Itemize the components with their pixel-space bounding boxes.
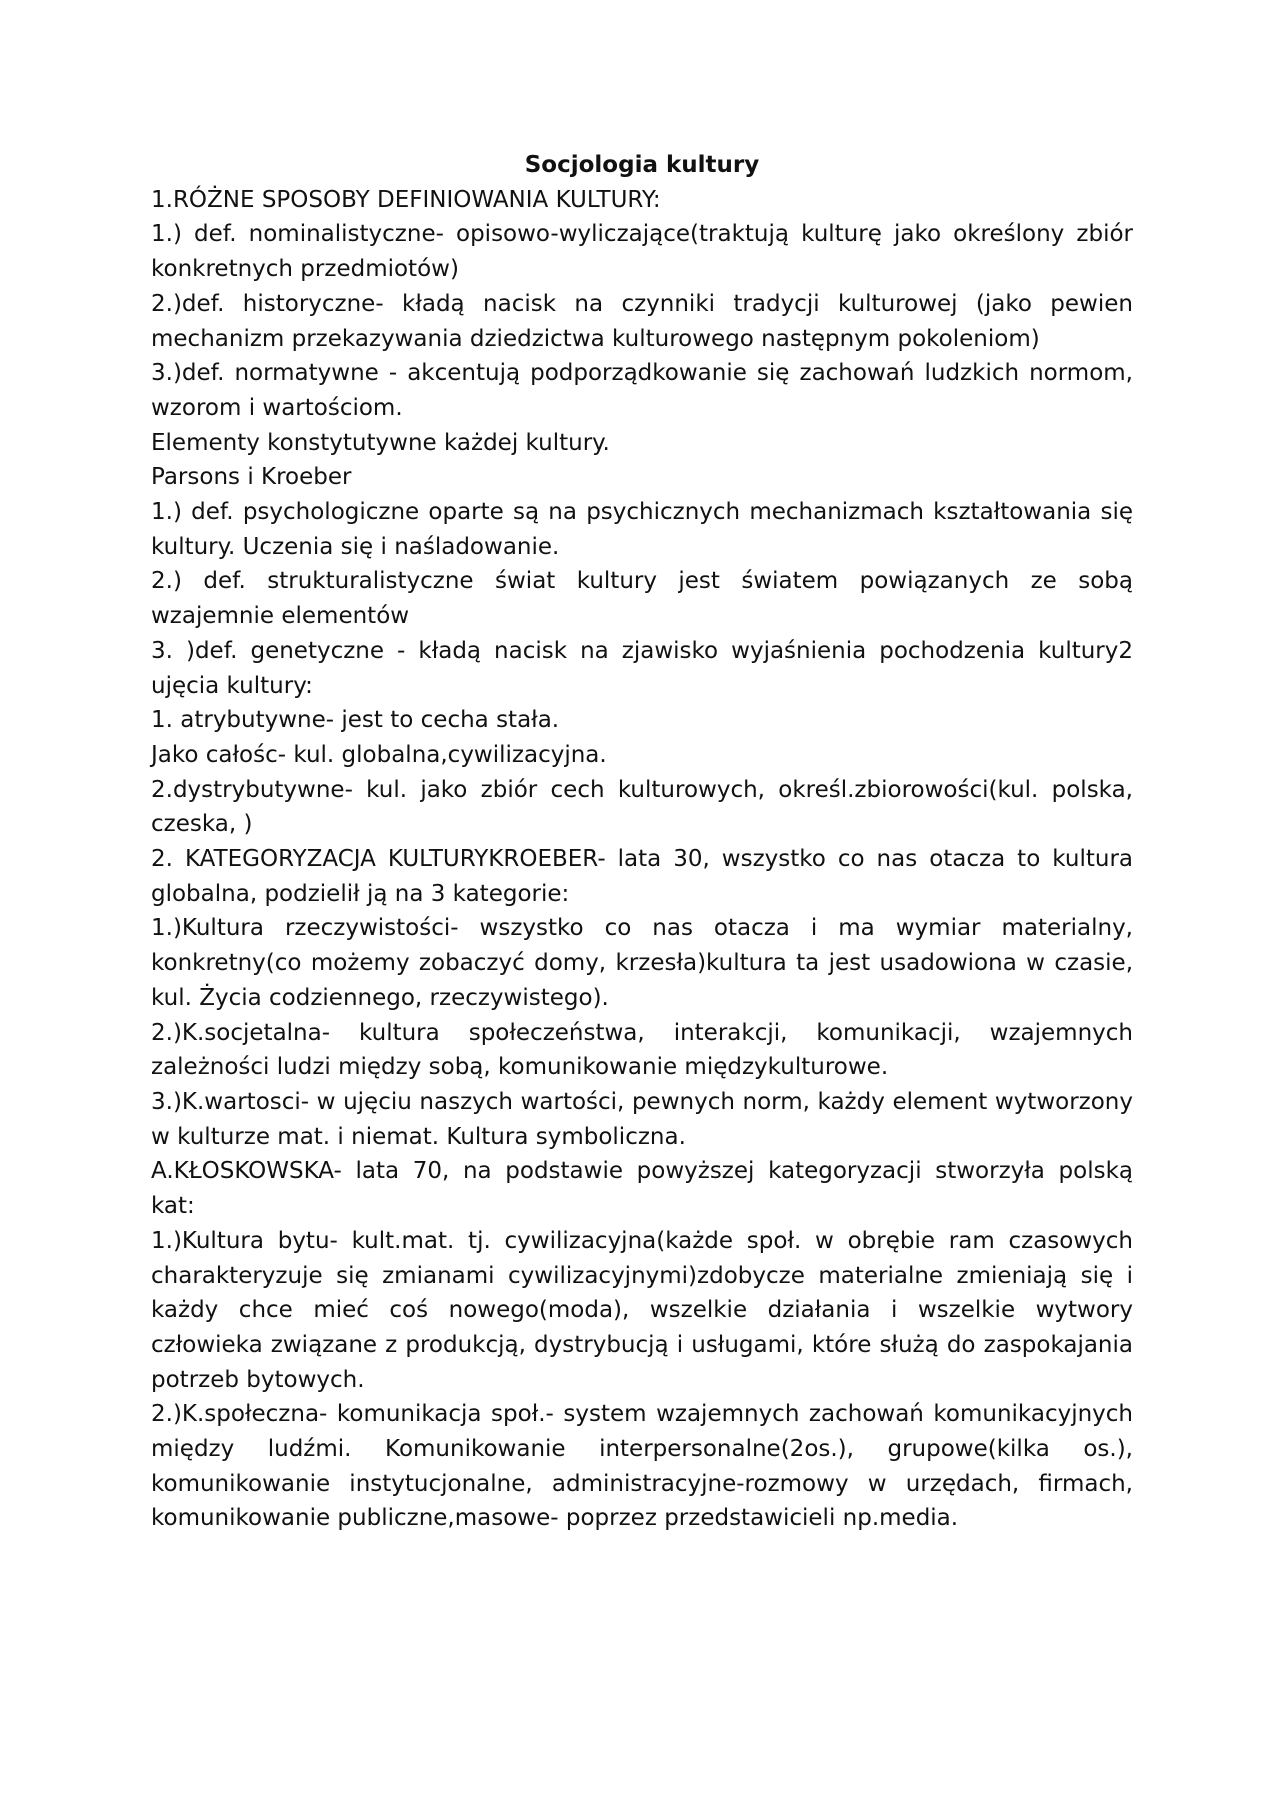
paragraph: 3.)K.wartosci- w ujęciu naszych wartości, pewnych norm, każdy element wytworzony w kulturze mat. i niemat. Kultura symboliczna. xyxy=(151,1088,1133,1150)
paragraph: 2.) def. strukturalistyczne świat kultury jest światem powiązanych ze sobą wzajemnie elementów xyxy=(151,568,1133,630)
paragraph: 1.) def. psychologiczne oparte są na psychicznych mechanizmach kształtowania się kultury. Uczenia się i naśladowanie. xyxy=(151,499,1133,560)
paragraph: 3. )def. genetyczne - kładą nacisk na zjawisko wyjaśnienia pochodzenia kultury2 ujęcia kultury: xyxy=(151,637,1133,699)
paragraph: 1.)Kultura rzeczywistości- wszystko co nas otacza i ma wymiar materialny, konkretny(co możemy zobaczyć domy, krzesła)kultura ta jest usadowiona w czasie, kul. Życia codziennego, rzeczywistego). xyxy=(151,915,1133,1011)
paragraph: 1.) def. nominalistyczne- opisowo-wyliczające(traktują kulturę jako określony zbiór konkretnych przedmiotów) xyxy=(151,221,1133,283)
paragraph: Parsons i Kroeber xyxy=(151,464,352,491)
paragraph: Elementy konstytutywne każdej kultury. xyxy=(151,429,610,456)
paragraph: 3.)def. normatywne - akcentują podporządkowanie się zachowań ludzkich normom, wzorom i wartościom. xyxy=(151,360,1133,421)
section-heading: 1.RÓŻNE SPOSOBY DEFINIOWANIA KULTURY: xyxy=(151,186,661,213)
paragraph: 2.)K.socjetalna- kultura społeczeństwa, interakcji, komunikacji, wzajemnych zależności ludzi między sobą, komunikowanie międzykulturowe. xyxy=(151,1019,1133,1081)
paragraph: 2.)K.społeczna- komunikacja społ.- system wzajemnych zachowań komunikacyjnych między ludźmi. Komunikowanie interpersonalne(2os.), grupowe(kilka os.), komunikowanie instytucjonalne, administracyjne-rozmowy w urzędach, firmach, komunikowanie publiczne,masowe- poprzez przedstawicieli np.media. xyxy=(151,1401,1133,1532)
section-heading: 2. KATEGORYZACJA KULTURYKROEBER- lata 30, wszystko co nas otacza to kultura globalna, podzielił ją na 3 kategorie: xyxy=(151,846,1133,907)
paragraph: 1. atrybutywne- jest to cecha stała. xyxy=(151,707,560,734)
paragraph: 2.)def. historyczne- kładą nacisk na czynniki tradycji kulturowej (jako pewien mechanizm przekazywania dziedzictwa kulturowego następnym pokoleniom) xyxy=(151,290,1133,352)
paragraph: 2.dystrybutywne- kul. jako zbiór cech kulturowych, określ.zbiorowości(kul. polska, czeska, ) xyxy=(151,776,1133,838)
paragraph: A.KŁOSKOWSKA- lata 70, na podstawie powyższej kategoryzacji stworzyła polską kat: xyxy=(151,1158,1133,1220)
document-page xyxy=(151,148,1133,1536)
paragraph: Jako całośc- kul. globalna,cywilizacyjna. xyxy=(151,741,607,768)
document-title: Socjologia kultury xyxy=(524,152,760,178)
paragraph: 1.)Kultura bytu- kult.mat. tj. cywilizacyjna(każde społ. w obrębie ram czasowych charakteryzuje się zmianami cywilizacyjnymi)zdobycze materialne zmieniają się i każdy chce mieć coś nowego(moda), wszelkie działania i wszelkie wytwory człowieka związane z produkcją, dystrybucją i usługami, które służą do zaspokajania potrzeb bytowych. xyxy=(151,1227,1133,1393)
